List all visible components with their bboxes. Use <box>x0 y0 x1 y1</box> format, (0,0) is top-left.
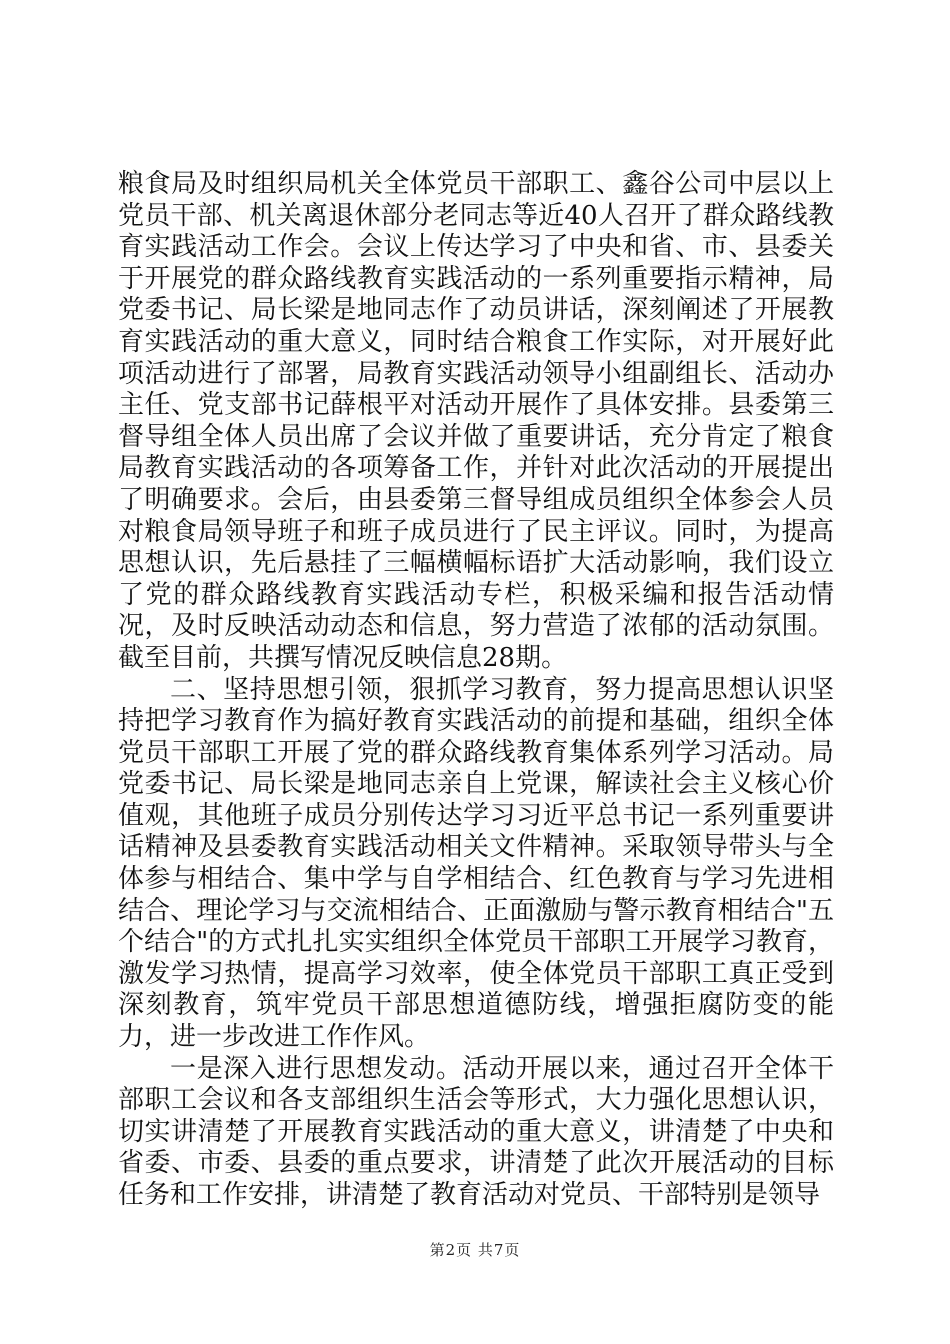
paragraph-study-education: 二、坚持思想引领，狠抓学习教育，努力提高思想认识坚持把学习教育作为搞好教育实践活动的前提和基础，组织全体党员干部职工开展了党的群众路线教育集体系列学习活动。局党委书记、局长梁是地同志亲自上党课，解读社会主义核心价值观，其他班子成员分别传达学习习近平总书记一系列重要讲话精神及县委教育实践活动相关文件精神。采取领导带头与全体参与相结合、集中学与自学相结合、红色教育与学习先进相结合、理论学习与交流相结合、正面激励与警示教育相结合"五个结合"的方式扎扎实实组织全体党员干部职工开展学习教育，激发学习热情，提高学习效率，使全体党员干部职工真正受到深刻教育，筑牢党员干部思想道德防线，增强拒腐防变的能力，进一步改进工作作风。 <box>118 674 834 1053</box>
paragraph-ideological-mobilization: 一是深入进行思想发动。活动开展以来，通过召开全体干部职工会议和各支部组织生活会等形式，大力强化思想认识，切实讲清楚了开展教育实践活动的重大意义，讲清楚了中央和省委、市委、县委的重点要求，讲清楚了此次开展活动的目标任务和工作安排，讲清楚了教育活动对党员、干部特别是领导 <box>118 1053 834 1210</box>
paragraph-meeting-summary: 粮食局及时组织局机关全体党员干部职工、鑫谷公司中层以上党员干部、机关离退休部分老同志等近40人召开了群众路线教育实践活动工作会。会议上传达学习了中央和省、市、县委关于开展党的群众路线教育实践活动的一系列重要指示精神，局党委书记、局长梁是地同志作了动员讲话，深刻阐述了开展教育实践活动的重大意义，同时结合粮食工作实际，对开展好此项活动进行了部署，局教育实践活动领导小组副组长、活动办主任、党支部书记薛根平对活动开展作了具体安排。县委第三督导组全体人员出席了会议并做了重要讲话，充分肯定了粮食局教育实践活动的各项筹备工作，并针对此次活动的开展提出了明确要求。会后，由县委第三督导组成员组织全体参会人员对粮食局领导班子和班子成员进行了民主评议。同时，为提高思想认识，先后悬挂了三幅横幅标语扩大活动影响，我们设立了党的群众路线教育实践活动专栏，积极采编和报告活动情况，及时反映活动动态和信息，努力营造了浓郁的活动氛围。截至目前，共撰写情况反映信息28期。 <box>118 169 834 673</box>
document-body <box>118 169 834 1212</box>
page-footer: 第2页 共7页 <box>429 1241 521 1259</box>
